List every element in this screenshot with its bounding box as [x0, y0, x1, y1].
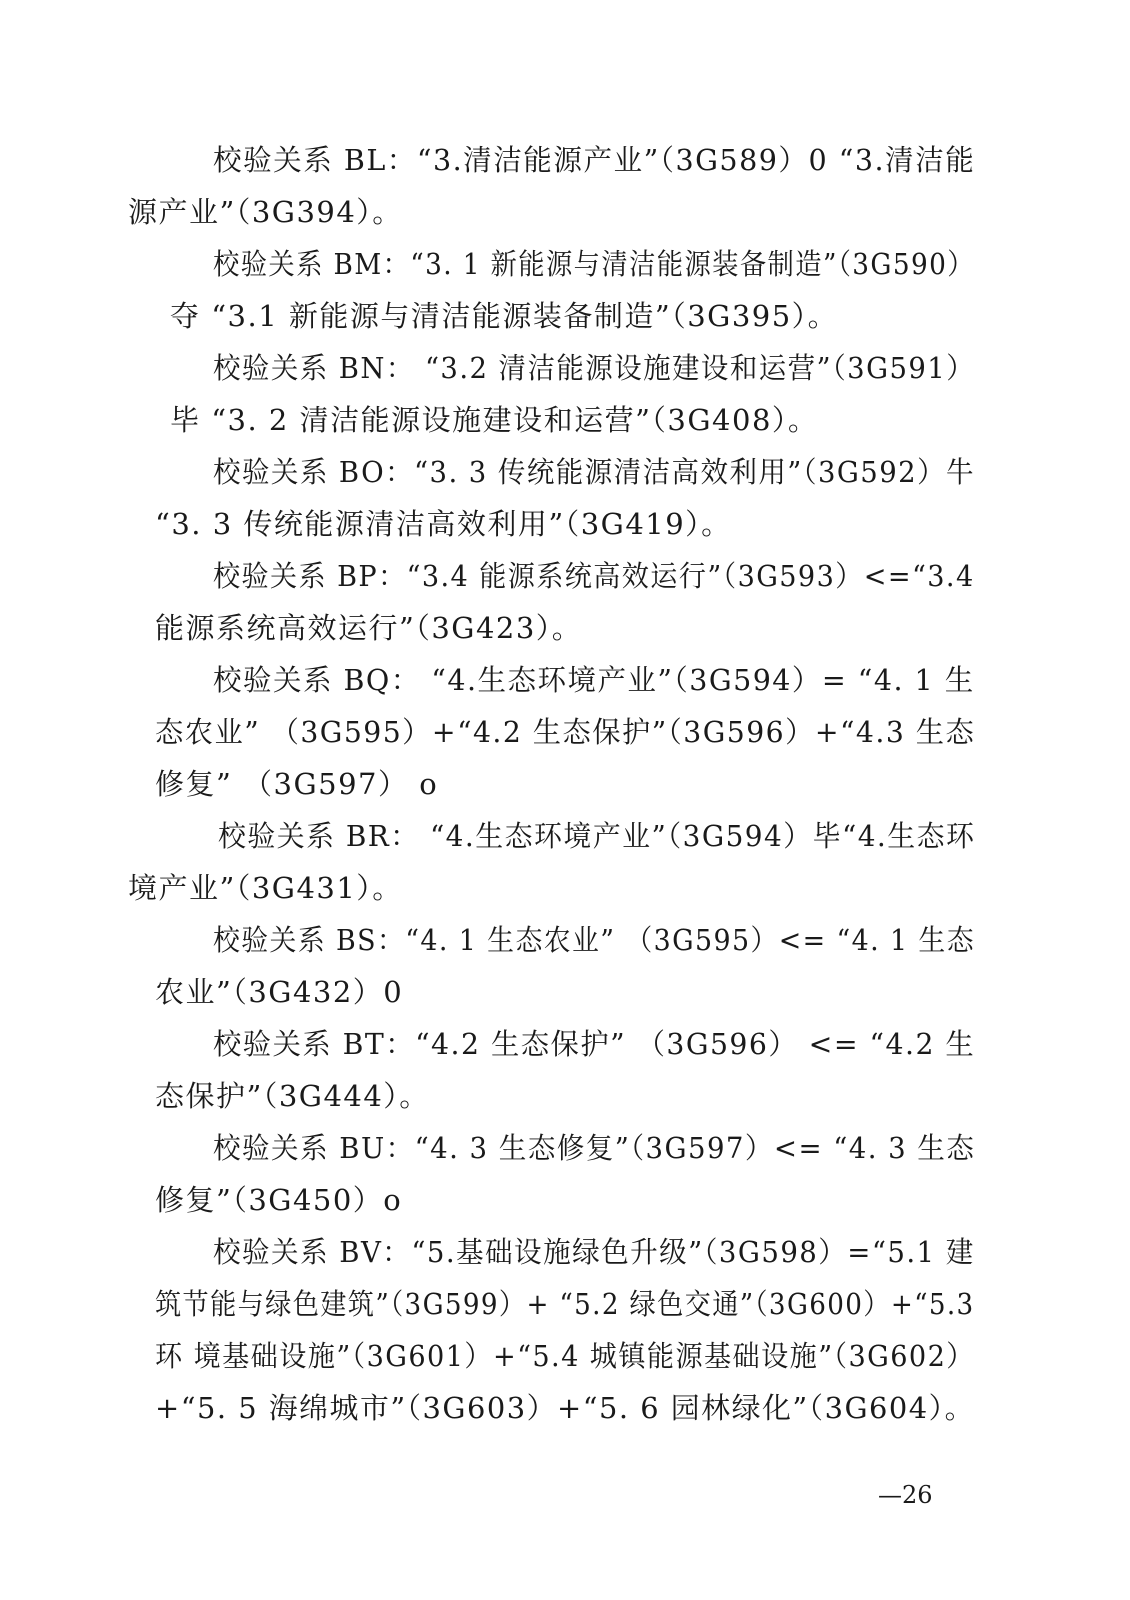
text-line: 校验关系 BT：“4.2 生态保护” （3G596） <= “4.2 生 [213, 1027, 976, 1061]
text-line: “3. 3 传统能源清洁高效利用”（3G419）。 [155, 507, 732, 541]
text-line: 校验关系 BM：“3. 1 新能源与清洁能源装备制造”（3G590） [213, 247, 975, 281]
text-line: 境产业”（3G431）。 [128, 871, 403, 905]
text-line: 修复”（3G450）o [155, 1183, 403, 1217]
text-line: 校验关系 BP：“3.4 能源系统高效运行”（3G593）<=“3.4 [213, 559, 975, 593]
text-line: 校验关系 BN： “3.2 清洁能源设施建设和运营”（3G591） [213, 351, 976, 385]
text-line: 筑节能与绿色建筑”（3G599）+ “5.2 绿色交通”（3G600）+“5.3 [155, 1287, 975, 1321]
text-line: +“5. 5 海绵城市”（3G603）+“5. 6 园林绿化”（3G604）。 [155, 1391, 975, 1425]
text-line: 校验关系 BS：“4. 1 生态农业” （3G595）<= “4. 1 生态 [213, 923, 975, 957]
text-line: 校验关系 BU：“4. 3 生态修复”（3G597）<= “4. 3 生态 [213, 1131, 976, 1165]
text-line: 校验关系 BO：“3. 3 传统能源清洁高效利用”（3G592）牛 [213, 455, 975, 489]
text-line: 能源系统高效运行”（3G423）。 [155, 611, 583, 645]
page-number: —26 [878, 1481, 933, 1509]
text-line: 夺 “3.1 新能源与清洁能源装备制造”（3G395）。 [170, 299, 839, 333]
text-line: 毕 “3. 2 清洁能源设施建设和运营”（3G408）。 [170, 403, 819, 437]
text-line: 校验关系 BQ： “4.生态环境产业”（3G594）= “4. 1 生 [213, 663, 975, 697]
text-line: 态保护”（3G444）。 [155, 1079, 430, 1113]
text-line: 修复” （3G597） o [155, 767, 439, 801]
text-line: 农业”（3G432）0 [155, 975, 404, 1009]
text-line: 态农业” （3G595）+“4.2 生态保护”（3G596）+“4.3 生态 [155, 715, 976, 749]
text-line: 校验关系 BL：“3.清洁能源产业”（3G589）0 “3.清洁能 [213, 143, 976, 177]
text-line: 环 境基础设施”（3G601）+“5.4 城镇能源基础设施”（3G602） [155, 1339, 975, 1373]
text-line: 校验关系 BV：“5.基础设施绿色升级”（3G598）=“5.1 建 [213, 1235, 975, 1269]
text-line: 源产业”（3G394）。 [128, 195, 403, 229]
text-line: 校验关系 BR： “4.生态环境产业”（3G594）毕“4.生态环 [218, 819, 976, 853]
